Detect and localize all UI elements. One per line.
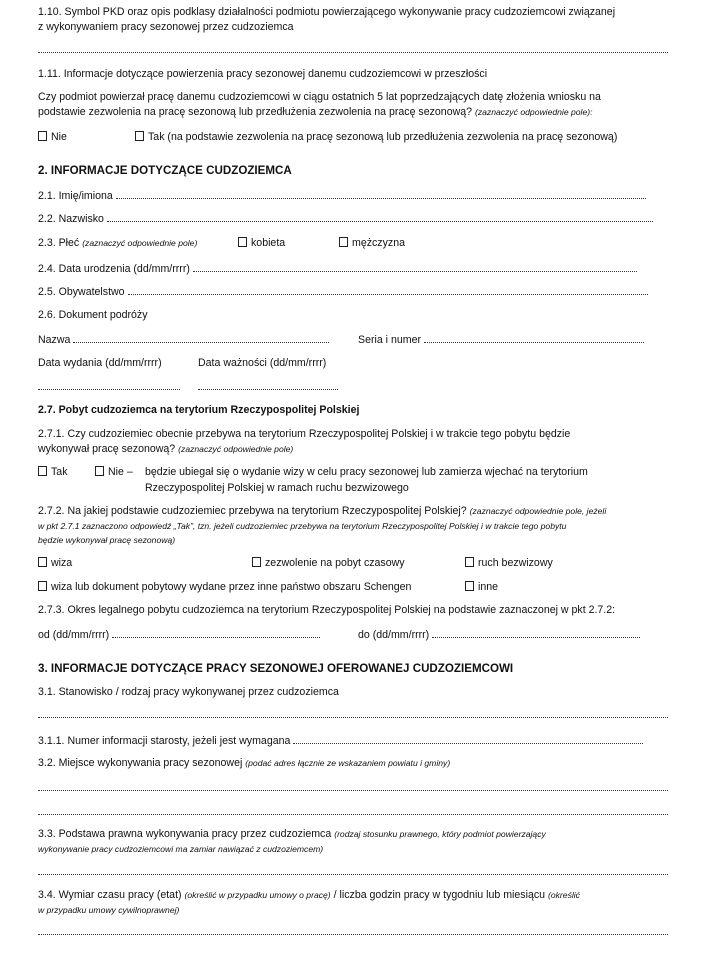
plec-row: 2.3. Płeć (zaznaczyć odpowiednie pole) [38,237,198,249]
q32-input-line1[interactable] [38,790,668,791]
checkbox-schengen[interactable] [38,581,47,591]
q271-line2: wykonywał pracę sezonową? (zaznaczyć odpowiednie pole) [38,443,294,455]
q311-input[interactable] [293,734,643,744]
q32-row: 3.2. Miejsce wykonywania pracy sezonowej (podać adres łącznie ze wskazaniem powiatu i gminy) [38,757,451,769]
q271-line1: 2.7.1. Czy cudzoziemiec obecnie przebywa na terytorium Rzeczypospolitej Polskiej i w trakcie tego pobytu będzie [38,428,571,440]
plec-option-mezczyzna[interactable]: mężczyzna [339,237,405,250]
do-input[interactable] [432,628,640,638]
q272-option-inne[interactable]: inne [465,581,498,594]
checkbox-mezczyzna[interactable] [339,237,348,247]
nazwisko-row: 2.2. Nazwisko [38,212,653,226]
q34-row: 3.4. Wymiar czasu pracy (etat) (określić w przypadku umowy o pracę) / liczba godzin pracy w tygodniu lub miesiącu (określić [38,889,580,901]
q273-label: 2.7.3. Okres legalnego pobytu cudzoziemca na terytorium Rzeczypospolitej Polskiej na podstawie zaznaczonej w pkt 2.7.2: [38,604,616,616]
data-urodzenia-input[interactable] [193,262,637,272]
q33-note-line2: wykonywanie pracy cudzoziemcowi ma zamiar nawiązać z cudzoziemcem) [38,844,324,854]
od-input[interactable] [112,628,320,638]
checkbox-inne[interactable] [465,581,474,591]
od-row: od (dd/mm/rrrr) [38,628,320,642]
q271-nie-desc-line1: będzie ubiegał się o wydanie wizy w celu pracy sezonowej lub zamierza wjechać na terytorium [145,466,588,478]
nazwa-input[interactable] [73,333,329,343]
q111-title: 1.11. Informacje dotyczące powierzenia pracy sezonowej danemu cudzoziemcowi w przeszłości [38,68,488,80]
q110-input-line[interactable] [38,52,668,53]
q34-note-line2: w przypadku umowy cywilnoprawnej) [38,905,180,915]
data-wydania-input[interactable] [38,389,180,390]
q272-note-line2: w pkt 2.7.1 zaznaczono odpowiedź „Tak”, tzn. jeżeli cudzoziemiec przebywa na terytorium Rzeczypospolitej Polskiej i w trakcie tego pobytu [38,521,567,531]
checkbox-nie[interactable] [38,131,47,141]
data-waznosci-label: Data ważności (dd/mm/rrrr) [198,357,327,369]
q110-label-line1: 1.10. Symbol PKD oraz opis podklasy działalności podmiotu powierzającego wykonywanie pracy cudzoziemcowi związanej [38,6,616,18]
q33-row: 3.3. Podstawa prawna wykonywania pracy przez cudzoziemca (rodzaj stosunku prawnego, który podmiot powierzający [38,828,546,840]
pobyt-heading: 2.7. Pobyt cudzoziemca na terytorium Rzeczypospolitej Polskiej [38,404,360,416]
q32-input-line2[interactable] [38,814,668,815]
data-waznosci-input[interactable] [198,389,338,390]
obywatelstwo-input[interactable] [128,285,648,295]
dokument-podrozy-label: 2.6. Dokument podróży [38,309,148,321]
q111-question-line1: Czy podmiot powierzał pracę danemu cudzoziemcowi w ciągu ostatnich 5 lat poprzedzających datę złożenia wniosku na [38,91,601,103]
section2-heading: 2. INFORMACJE DOTYCZĄCE CUDZOZIEMCA [38,164,292,177]
q110-label-line2: z wykonywaniem pracy sezonowej przez cudzoziemca [38,21,294,33]
imie-row: 2.1. Imię/imiona [38,189,646,203]
seria-row: Seria i numer [358,333,644,347]
checkbox-wiza[interactable] [38,557,47,567]
q272-option-zezwolenie[interactable]: zezwolenie na pobyt czasowy [252,557,405,570]
q272-note-line3: będzie wykonywał pracę sezonową) [38,535,176,545]
q271-option-nie[interactable]: Nie – [95,466,133,479]
q34-input[interactable] [38,934,668,935]
checkbox-q271-nie[interactable] [95,466,104,476]
checkbox-q271-tak[interactable] [38,466,47,476]
checkbox-zezwolenie[interactable] [252,557,261,567]
q111-option-nie[interactable]: Nie [38,131,67,144]
q311-row: 3.1.1. Numer informacji starosty, jeżeli jest wymagana [38,734,643,748]
q31-label: 3.1. Stanowisko / rodzaj pracy wykonywanej przez cudzoziemca [38,686,339,698]
q272-line1: 2.7.2. Na jakiej podstawie cudzoziemiec przebywa na terytorium Rzeczypospolitej Polskiej? (zaznaczyć odpowiednie pole, jeżeli [38,505,607,517]
obywatelstwo-row: 2.5. Obywatelstwo [38,285,648,299]
q271-nie-desc-line2: Rzeczypospolitej Polskiej w ramach ruchu bezwizowego [145,482,409,494]
section3-heading: 3. INFORMACJE DOTYCZĄCE PRACY SEZONOWEJ OFEROWANEJ CUDZOZIEMCOWI [38,662,514,675]
nazwisko-input[interactable] [107,212,653,222]
q272-option-ruch[interactable]: ruch bezwizowy [465,557,553,570]
seria-input[interactable] [424,333,644,343]
q33-input[interactable] [38,874,668,875]
do-row: do (dd/mm/rrrr) [358,628,640,642]
nazwa-row: Nazwa [38,333,329,347]
imie-input[interactable] [116,189,646,199]
q272-option-schengen[interactable]: wiza lub dokument pobytowy wydane przez inne państwo obszaru Schengen [38,581,411,594]
q111-note: (zaznaczyć odpowiednie pole): [474,107,593,117]
q272-option-wiza[interactable]: wiza [38,557,72,570]
plec-option-kobieta[interactable]: kobieta [238,237,285,250]
q31-input[interactable] [38,717,668,718]
q111-option-tak[interactable]: Tak (na podstawie zezwolenia na pracę sezonową lub przedłużenia zezwolenia na pracę sezonową) [135,131,617,144]
q271-option-tak[interactable]: Tak [38,466,68,479]
data-wydania-label: Data wydania (dd/mm/rrrr) [38,357,162,369]
checkbox-tak[interactable] [135,131,144,141]
q111-question-line2: podstawie zezwolenia na pracę sezonową lub przedłużenia zezwolenia na pracę sezonową? (zaznaczyć odpowiednie pole): [38,106,593,118]
checkbox-ruch-bezwizowy[interactable] [465,557,474,567]
checkbox-kobieta[interactable] [238,237,247,247]
data-urodzenia-row: 2.4. Data urodzenia (dd/mm/rrrr) [38,262,637,276]
